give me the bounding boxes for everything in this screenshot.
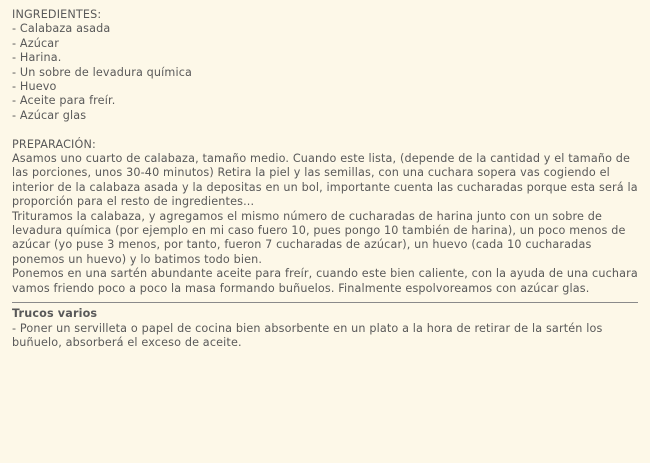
ingredient-item: - Huevo: [12, 80, 57, 94]
ingredient-item: - Calabaza asada: [12, 22, 111, 36]
section-divider: [12, 302, 638, 303]
ingredient-item: - Azúcar glas: [12, 108, 87, 122]
preparation-paragraph: Ponemos en una sartén abundante aceite para freír, cuando este bien caliente, con la ayuda de una cuchara vamos friendo poco a poco la masa formando buñuelos. Finalmente espolvoreamos con azúcar glas.: [12, 267, 638, 295]
preparation-paragraph: Trituramos la calabaza, y agregamos el mismo número de cucharadas de harina junto con un sobre de levadura química (por ejemplo en mi caso fuero 10, pues pongo 10 también de harina), un poco menos de azúcar (yo puse 3 menos, por tanto, fueron 7 cucharadas de azúcar), un huevo (cada 10 cucharadas ponemos un huevo) y lo batimos todo bien.: [12, 209, 626, 266]
ingredient-item: - Un sobre de levadura química: [12, 65, 193, 79]
tips-section: [12, 307, 638, 350]
tips-text: - Poner un servilleta o papel de cocina bien absorbente en un plato a la hora de retirar de la sartén los buñuelo, absorberá el exceso de aceite.: [12, 321, 603, 349]
ingredients-heading: INGREDIENTES:: [12, 8, 102, 21]
ingredient-item: - Aceite para freír.: [12, 94, 116, 108]
ingredient-item: - Azúcar: [12, 36, 60, 50]
tips-title: Trucos varios: [12, 307, 98, 321]
preparation-heading: PREPARACIÓN:: [12, 137, 96, 151]
preparation-paragraph: Asamos uno cuarto de calabaza, tamaño medio. Cuando este lista, (depende de la cantidad y el tamaño de las porciones, unos 30-40 minutos) Retira la piel y las semillas, con una cuchara sopera vas cogiendo el interior de la calabaza asada y la depositas en un bol, importante cuenta las cucharadas porque esta será la proporción para el resto de ingredientes...: [12, 152, 638, 209]
ingredient-item: - Harina.: [12, 51, 62, 65]
preparation-section: [12, 138, 638, 296]
ingredients-section: [12, 8, 638, 123]
ingredients-list: [12, 22, 638, 123]
